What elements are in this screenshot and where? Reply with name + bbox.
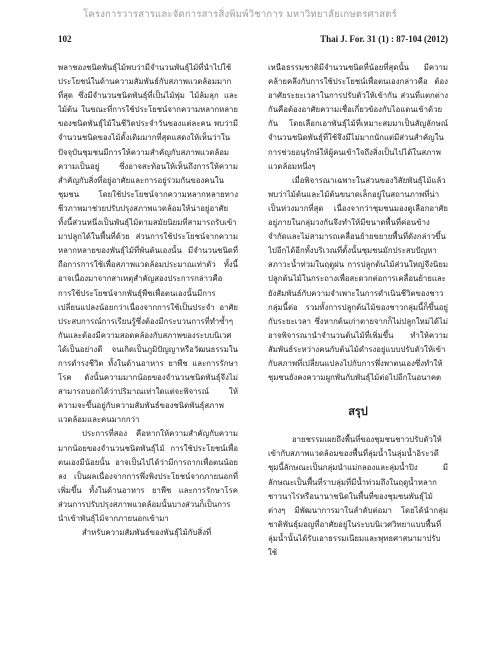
left-paragraph-2: ประการที่สอง คือหากให้ความสำคัญกับความมากน้อยของจำนวนชนิดพันธุ์ไม้ การใช้ประโยชน์เพื่อตนเองมีน้อยนั้น อาจเป็นไปได้ว่ามีการถากเพื่อตนน้อยลง เป็นผลเนื่องจากการพึ่งพิงประโยชน์จากภายนอกที่เพิ่มขึ้น ทั้งในด้านอาหาร ยาพืช และการรักษาโรค ส่วนการปรับปรุงสภาพแวดล้อมนั้นบางส่วนก็เป็นการนำเข้าพันธุ์ไม้จากภายนอกเข้ามา bbox=[58, 429, 238, 523]
left-paragraph-1: พลาชองชนิดพันธุ์ไม้พบว่ามีจำนวนพันธุ์ไม้ที่นำไปใช้ประโยชน์ในด้านความสัมพันธ์กับสภาพแวดล้อมมากที่สุด ซึ่งมีจำนวนชนิดพันธุ์ที่เป็นไม้พุ่ม ไม้ล้มลุก และไม้ต้น ในขณะที่การใช้ประโยชน์จากความหลากหลายของชนิดพันธุ์ไม้ในชีวิตประจำวันของแต่ละคน พบว่ามีจำนวนชนิดของไม้ดั้งเดิมมากที่สุดแสดงให้เห็นว่าในปัจจุบันชุมชนมีการให้ความสำคัญกับสภาพแวดล้อมความเป็นอยู่ ซึ่งอาจสะท้อนให้เห็นถึงการให้ความสำคัญกับสิ่งที่อยู่อาศัยและการอยู่ร่วมกันของคนในชุมชน โดยใช้ประโยชน์จากความหลากหลายทางชีวภาพมาช่วยปรับปรุงสภาพแวดล้อมให้น่าอยู่อาศัยทั้งนี้ส่วนหนึ่งเป็นพันธุ์ไม้ตามสมัยนิยมที่สามารถรับเข้ามาปลูกได้ในพื้นที่ด้วย ส่วนการใช้ประโยชน์จากความหลากหลายของพันธุ์ไม้ที่พ้นต้นเองนั้น มีจำนวนชนิดที่ถือการการใช้เพื่อสภาพแวดล้อมประมาณเท่าตัว ทั้งนี้อาจเนื่องมาจากสาเหตุสำคัญสองประการกล่าวคือ การใช้ประโยชน์จากพันธุ์พืชเพื่อตนเองนั้นมีการเปลี่ยนแปลงน้อยกว่าเนื่องจากการใช้เป็นประจำ อาศัยประสบการณ์การเรียนรู้ซึ่งต้องมีกระบวนการที่ทำซ้ำๆ กันและต้องมีความสอดคล้องกับสภาพของระบบนิเวศได้เป็นอย่างดี จนเกิดเป็นภูมิปัญญาหรือวัฒนธรรมในการดำรงชีวิต ทั้งในด้านอาหาร ยาพืช และการรักษาโรค ดังนั้นความมากน้อยของจำนวนชนิดพันธุ์จึงไม่สามารถบอกได้ว่าปริมาณเท่าใดแต่จะพิจารณ์ ให้ความจะขึ้นอยู่กับความสัมพันธ์ของชนิดพันธุ์สภาพแวดล้อมและคนมากกว่า bbox=[58, 63, 238, 425]
right-paragraph-2: เมื่อพิจารณาเฉพาะในส่วนของวิสัยพันธุ์ไม้แล้วพบว่าไม้ต้นและไม้ต้นขนาดเล็กอยู่ในสถานภาพที่น่าเป็นห่วงมากที่สุด เนื่องจากว่าชุมชนมองดูเลือกอาศัยอยู่ภายในกลุ่มวงกันจึงทำให้มีขนาดพื้นที่ค่อนข้างจำกัดและไม่สามารถเคลื่อนย้ายขยายพื้นที่ดังกล่าวขึ้นไปอีกได้อีกทั้งบริเวณที่ตั้งนั้นชุมชนมักประสบปัญหาสภาวะน้ำท่วมในฤดูฝน การปลูกต้นไม้ส่วนใหญ่จึงนิยมปลูกต้นไม้ในกระถางเพื่อสะดวกต่อการเคลื่อนย้ายและยังสัมพันธ์กับความจำเพาะในการดำเนินชีวิตของชาวกลุ่มนี้ต่อ รวมทั้งการปลูกต้นไม้ของชาวกลุ่มนี้ก็ขึ้นอยู่กับระยะเวลา ซึ่งหากต้นเก่าตายจากก็ไม่ปลูกใหม่ได้ไม่อาจพิจารณานำจำนวนต้นไม้ที่เพิ่มขึ้น ทำให้ความสัมพันธ์ระหว่างคนกับต้นไม้ดำรงอยู่แบบปรับตัวให้เข้ากับสภาพที่เปลี่ยนแปลงไปกับการพึ่งพาตนเองซึ่งทำให้ชุมชนยังคงความผูกพันกับพันธุ์ไม้ต่อไปอีกในอนาคต bbox=[268, 175, 448, 383]
journal-citation: Thai J. For. 31 (1) : 87-104 (2012) bbox=[320, 34, 448, 44]
left-column bbox=[58, 61, 238, 651]
section-heading-conclusion: สรุป bbox=[348, 405, 368, 419]
page-header bbox=[58, 34, 448, 48]
right-paragraph-1: เหนือธรรมชาติมีจำนวนชนิดที่น้อยที่สุดนั้น มีความคล้ายคลึงกับการใช้ประโยชน์เพื่อตนเองกล่าวคือ ต้องอาศัยระยะเวลาในการปรับตัวให้เข้ากัน ส่วนที่แตกต่างกันคือต้องอาศัยความเชื่อเกี่ยวข้องกับไอแดนเข้าด้วยกัน โดยเลือกเอาพันธุ์ไม้ที่เหมาะสมมาเป็นสัญลักษณ์ จำนวนชนิดพันธุ์ที่ใช้จึงมีไม่มากนักแต่มีส่วนสำคัญในการช่วยอนุรักษ์ให้ผู้คนเข้าใจถึงสิ่งเป็นไปได้ในสภาพแวดล้อมหนึ่งๆ bbox=[268, 63, 448, 171]
page-number: 102 bbox=[58, 34, 72, 44]
watermark: โครงการวารสารและจัดการสารสิ่งพิมพ์วิชาการ มหาวิทยาลัยเกษตรศาสตร์ bbox=[83, 9, 397, 20]
left-paragraph-3: สำหรับความสัมพันธ์ของพันธุ์ไม้กับสิ่งที่ bbox=[82, 528, 212, 538]
right-paragraph-3: อายชรรมเผยถึงพื้นที่ของชุมชนชาวปรับตัวให้เข้ากับสภาพแวดล้อมของพื้นที่ลุ่มน้ำในลุ่มน้ำอิระวดี ชุมนี้ลักษณะเป็นกลุ่มนำแม่กลองและลุ่มน้ำปิง มีลักษณะเป็นพื้นที่ราบลุ่มที่มีน้ำท่วมถึงในฤดูน้ำหลาก ชาวนาไร่หรือนานาชนิดในพื้นที่ของชุมชนพันธุ์ไม้ต่างๆ มีพัฒนาการมาในลำดับต่อมา โดยได้นำกลุ่มชาติพันธุ์มอญที่อาศัยอยู่ในระบบนิเวศวิทยาแบบพื้นที่ลุ่มน้ำนั้นได้รับเอาธรรมเนียมและพุทธศาสนามาปรับใช้ bbox=[268, 435, 448, 557]
right-column bbox=[268, 61, 448, 651]
